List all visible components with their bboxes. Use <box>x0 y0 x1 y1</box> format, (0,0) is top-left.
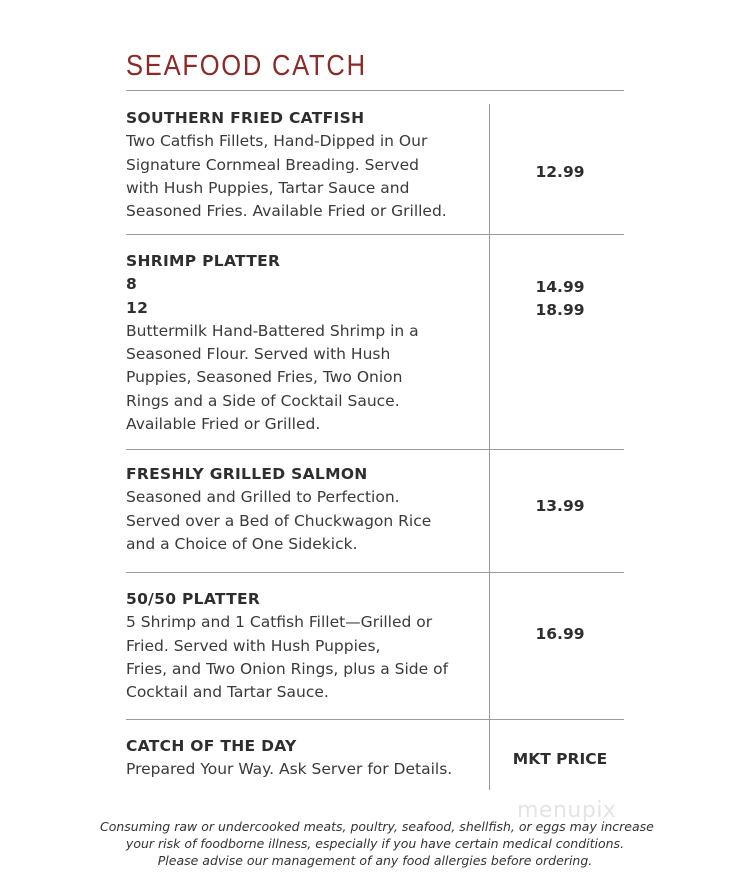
disclaimer <box>100 818 654 869</box>
option-price: 18.99 <box>535 301 585 319</box>
price-column-divider <box>489 104 490 790</box>
row-divider <box>126 449 624 450</box>
section-title: SEAFOOD CATCH <box>126 50 367 82</box>
item-price: 13.99 <box>535 497 585 515</box>
watermark: menupix <box>517 798 617 823</box>
item-description: Seasoned and Grilled to Perfection. Served over a Bed of Chuckwagon Rice and a Choice of One Sidekick. <box>126 488 432 553</box>
option-count: 8 <box>126 275 138 294</box>
row-divider <box>126 572 624 573</box>
menu-item-catch-of-the-day <box>126 735 486 782</box>
item-name: SOUTHERN FRIED CATFISH <box>126 109 365 127</box>
item-description: Two Catfish Fillets, Hand-Dipped in Our Signature Cornmeal Breading. Served with Hush Puppies, Tartar Sauce and Seasoned Fries. Available Fried or Grilled. <box>126 132 447 221</box>
item-name: SHRIMP PLATTER <box>126 252 281 270</box>
row-divider <box>126 719 624 720</box>
menu-item-catfish <box>126 107 486 223</box>
item-name: CATCH OF THE DAY <box>126 737 297 755</box>
item-name: 50/50 PLATTER <box>126 590 261 608</box>
option-count: 12 <box>126 298 149 317</box>
item-description: Buttermilk Hand-Battered Shrimp in a Seasoned Flour. Served with Hush Puppies, Seasoned Fries, Two Onion Rings and a Side of Cocktail Sauce. Available Fried or Grilled. <box>126 321 419 434</box>
disclaimer-line: Please advise our management of any food allergies before ordering. <box>157 853 593 868</box>
item-price: 16.99 <box>535 625 585 643</box>
item-price: 12.99 <box>535 163 585 181</box>
item-description: Prepared Your Way. Ask Server for Details. <box>126 760 453 779</box>
item-name: FRESHLY GRILLED SALMON <box>126 465 368 483</box>
item-price: MKT PRICE <box>512 750 608 768</box>
menu-item-shrimp-platter <box>126 250 486 436</box>
disclaimer-line: your risk of foodborne illness, especially if you have certain medical conditions. <box>125 836 625 851</box>
disclaimer-line: Consuming raw or undercooked meats, poultry, seafood, shellfish, or eggs may increase <box>100 819 654 834</box>
menu-item-50-50-platter <box>126 588 486 704</box>
option-price: 14.99 <box>535 278 585 296</box>
item-description: 5 Shrimp and 1 Catfish Fillet—Grilled or Fried. Served with Hush Puppies, Fries, and Two Onion Rings, plus a Side of Cocktail and Tartar Sauce. <box>126 613 449 702</box>
row-divider <box>126 234 624 235</box>
menu-item-salmon <box>126 463 486 556</box>
title-divider <box>126 90 624 91</box>
